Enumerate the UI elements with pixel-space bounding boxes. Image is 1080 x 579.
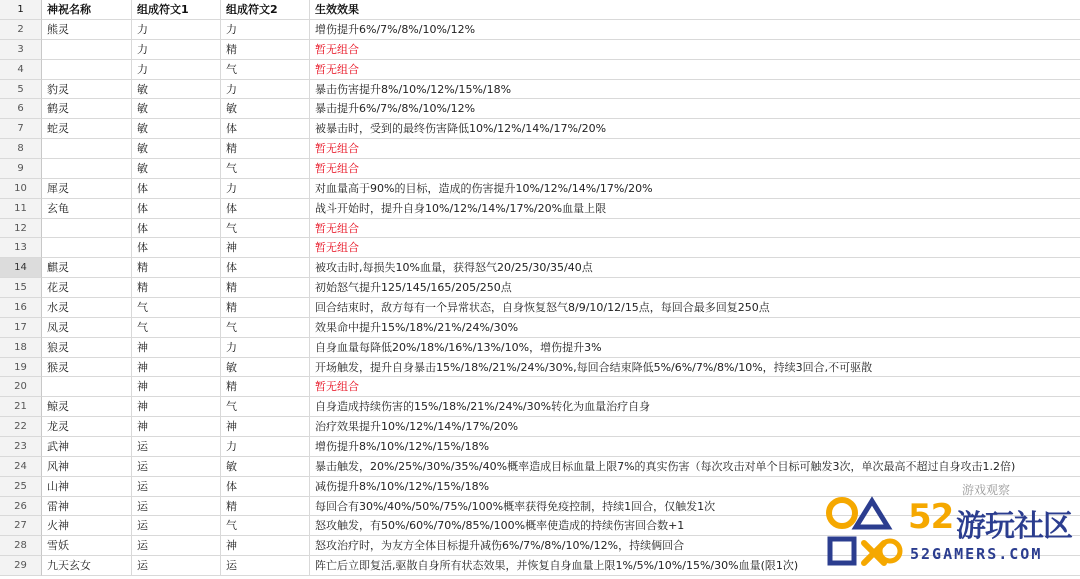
table-row xyxy=(0,298,1080,318)
cell-name[interactable]: 猴灵 xyxy=(42,358,132,378)
cell-effect[interactable]: 开场触发，提升自身暴击15%/18%/21%/24%/30%,每回合结束降低5%/6%/7%/8%/10%，持续3回合,不可驱散 xyxy=(310,358,1080,378)
cell-rune1[interactable]: 精 xyxy=(132,278,221,298)
cell-rune2[interactable]: 气 xyxy=(221,397,310,417)
cell-rune1[interactable]: 运 xyxy=(132,437,221,457)
header-row xyxy=(0,0,1080,20)
table-row xyxy=(0,60,1080,80)
cell-effect[interactable]: 被攻击时,每损失10%血量，获得怒气20/25/30/35/40点 xyxy=(310,258,1080,278)
table-row xyxy=(0,358,1080,378)
row-number[interactable]: 3 xyxy=(0,40,42,60)
table-row xyxy=(0,119,1080,139)
row-number[interactable]: 7 xyxy=(0,119,42,139)
table-row xyxy=(0,139,1080,159)
cell-name[interactable]: 龙灵 xyxy=(42,417,132,437)
cell-rune2[interactable]: 体 xyxy=(221,119,310,139)
cell-effect[interactable]: 怒攻治疗时，为友方全体目标提升减伤6%/7%/8%/10%/12%，持续俩回合 xyxy=(310,536,1080,556)
cell-name[interactable] xyxy=(42,60,132,80)
header-cell-rune1[interactable]: 组成符文1 xyxy=(132,0,221,20)
cell-name[interactable] xyxy=(42,377,132,397)
row-number[interactable]: 5 xyxy=(0,80,42,100)
table-row xyxy=(0,477,1080,497)
cell-rune2[interactable]: 运 xyxy=(221,556,310,576)
cell-rune1[interactable]: 神 xyxy=(132,338,221,358)
cell-effect[interactable]: 被暴击时，受到的最终伤害降低10%/12%/14%/17%/20% xyxy=(310,119,1080,139)
cell-effect[interactable]: 治疗效果提升10%/12%/14%/17%/20% xyxy=(310,417,1080,437)
cell-rune2[interactable]: 体 xyxy=(221,477,310,497)
cell-rune1[interactable]: 力 xyxy=(132,20,221,40)
row-number[interactable]: 20 xyxy=(0,377,42,397)
table-row xyxy=(0,338,1080,358)
cell-name[interactable]: 鲸灵 xyxy=(42,397,132,417)
cell-rune2[interactable]: 精 xyxy=(221,377,310,397)
row-number[interactable]: 18 xyxy=(0,338,42,358)
table-row xyxy=(0,258,1080,278)
cell-effect[interactable]: 怒攻触发，有50%/60%/70%/85%/100%概率使造成的持续伤害回合数+1 xyxy=(310,516,1080,536)
table-row xyxy=(0,219,1080,239)
cell-name[interactable] xyxy=(42,159,132,179)
cell-effect[interactable]: 暴击提升6%/7%/8%/10%/12% xyxy=(310,99,1080,119)
cell-rune1[interactable]: 体 xyxy=(132,219,221,239)
row-number[interactable]: 14 xyxy=(0,258,42,278)
cell-rune2[interactable]: 气 xyxy=(221,60,310,80)
cell-rune1[interactable]: 气 xyxy=(132,318,221,338)
cell-rune1[interactable]: 敏 xyxy=(132,159,221,179)
cell-rune1[interactable]: 运 xyxy=(132,536,221,556)
cell-name[interactable]: 狼灵 xyxy=(42,338,132,358)
cell-rune1[interactable]: 运 xyxy=(132,497,221,517)
cell-rune1[interactable]: 敏 xyxy=(132,119,221,139)
cell-rune2[interactable]: 力 xyxy=(221,20,310,40)
cell-name[interactable]: 九天玄女 xyxy=(42,556,132,576)
cell-rune1[interactable]: 敏 xyxy=(132,139,221,159)
cell-rune1[interactable]: 神 xyxy=(132,377,221,397)
row-number[interactable]: 25 xyxy=(0,477,42,497)
cell-effect[interactable]: 每回合有30%/40%/50%/75%/100%概率获得免疫控制，持续1回合，仅触发1次 xyxy=(310,497,1080,517)
cell-rune2[interactable]: 力 xyxy=(221,338,310,358)
cell-rune1[interactable]: 神 xyxy=(132,397,221,417)
watermark-number: 52 xyxy=(908,497,954,537)
cell-effect[interactable]: 减伤提升8%/10%/12%/15%/18% xyxy=(310,477,1080,497)
row-number[interactable]: 9 xyxy=(0,159,42,179)
row-number[interactable]: 8 xyxy=(0,139,42,159)
cell-rune2[interactable]: 气 xyxy=(221,318,310,338)
table-row xyxy=(0,417,1080,437)
cell-rune1[interactable]: 体 xyxy=(132,199,221,219)
cell-rune1[interactable]: 敏 xyxy=(132,80,221,100)
header-cell-effect[interactable]: 生效效果 xyxy=(310,0,1080,20)
cell-rune1[interactable]: 体 xyxy=(132,238,221,258)
row-number[interactable]: 28 xyxy=(0,536,42,556)
cell-name[interactable]: 蛇灵 xyxy=(42,119,132,139)
cell-rune1[interactable]: 力 xyxy=(132,60,221,80)
cell-effect[interactable]: 阵亡后立即复活,驱散自身所有状态效果，并恢复自身血量上限1%/5%/10%/15%/30%血量(限1次) xyxy=(310,556,1080,576)
row-number[interactable]: 27 xyxy=(0,516,42,536)
header-cell-name[interactable]: 神祝名称 xyxy=(42,0,132,20)
row-number[interactable]: 22 xyxy=(0,417,42,437)
cell-rune1[interactable]: 气 xyxy=(132,298,221,318)
cell-rune2[interactable]: 神 xyxy=(221,536,310,556)
row-number[interactable]: 15 xyxy=(0,278,42,298)
cell-name[interactable]: 犀灵 xyxy=(42,179,132,199)
cell-rune2[interactable]: 神 xyxy=(221,238,310,258)
table-row xyxy=(0,199,1080,219)
cell-name[interactable]: 雪妖 xyxy=(42,536,132,556)
cell-name[interactable]: 武神 xyxy=(42,437,132,457)
cell-name[interactable] xyxy=(42,40,132,60)
cell-name[interactable]: 火神 xyxy=(42,516,132,536)
cell-rune2[interactable]: 敏 xyxy=(221,457,310,477)
cell-effect[interactable]: 暴击触发，20%/25%/30%/35%/40%概率造成目标血量上限7%的真实伤害（每次攻击对单个目标可触发3次，单次最高不超过自身攻击1.2倍) xyxy=(310,457,1080,477)
cell-rune1[interactable]: 运 xyxy=(132,457,221,477)
cell-effect[interactable]: 暂无组合 xyxy=(310,139,1080,159)
row-number[interactable]: 2 xyxy=(0,20,42,40)
cell-effect[interactable]: 自身造成持续伤害的15%/18%/21%/24%/30%转化为血量治疗自身 xyxy=(310,397,1080,417)
cell-rune1[interactable]: 运 xyxy=(132,516,221,536)
cell-effect[interactable]: 战斗开始时，提升自身10%/12%/14%/17%/20%血量上限 xyxy=(310,199,1080,219)
cell-effect[interactable]: 自身血量每降低20%/18%/16%/13%/10%，增伤提升3% xyxy=(310,338,1080,358)
row-number[interactable]: 23 xyxy=(0,437,42,457)
table-row xyxy=(0,377,1080,397)
table-row xyxy=(0,318,1080,338)
cell-effect[interactable]: 初始怒气提升125/145/165/205/250点 xyxy=(310,278,1080,298)
table-row xyxy=(0,238,1080,258)
row-number[interactable]: 21 xyxy=(0,397,42,417)
row-number[interactable]: 13 xyxy=(0,238,42,258)
row-number[interactable]: 6 xyxy=(0,99,42,119)
cell-rune2[interactable]: 气 xyxy=(221,159,310,179)
cell-rune1[interactable]: 神 xyxy=(132,417,221,437)
cell-name[interactable]: 鹤灵 xyxy=(42,99,132,119)
table-row xyxy=(0,20,1080,40)
table-row xyxy=(0,99,1080,119)
cell-rune2[interactable]: 精 xyxy=(221,278,310,298)
row-number[interactable]: 12 xyxy=(0,219,42,239)
cell-rune1[interactable]: 体 xyxy=(132,179,221,199)
cell-rune2[interactable]: 体 xyxy=(221,199,310,219)
cell-rune1[interactable]: 运 xyxy=(132,477,221,497)
game-controls-icon xyxy=(824,495,904,575)
cell-effect[interactable]: 对血量高于90%的目标，造成的伤害提升10%/12%/14%/17%/20% xyxy=(310,179,1080,199)
cell-rune2[interactable]: 力 xyxy=(221,179,310,199)
cell-name[interactable]: 熊灵 xyxy=(42,20,132,40)
cell-effect[interactable]: 效果命中提升15%/18%/21%/24%/30% xyxy=(310,318,1080,338)
row-number[interactable]: 19 xyxy=(0,358,42,378)
cell-rune2[interactable]: 力 xyxy=(221,80,310,100)
cell-name[interactable]: 豹灵 xyxy=(42,80,132,100)
row-number[interactable]: 4 xyxy=(0,60,42,80)
table-row xyxy=(0,80,1080,100)
cell-name[interactable]: 雷神 xyxy=(42,497,132,517)
cell-rune1[interactable]: 力 xyxy=(132,40,221,60)
cell-name[interactable] xyxy=(42,219,132,239)
cell-effect[interactable]: 暴击伤害提升8%/10%/12%/15%/18% xyxy=(310,80,1080,100)
row-number[interactable]: 17 xyxy=(0,318,42,338)
row-number[interactable]: 26 xyxy=(0,497,42,517)
cell-name[interactable]: 凤灵 xyxy=(42,318,132,338)
cell-rune2[interactable]: 神 xyxy=(221,417,310,437)
cell-name[interactable]: 花灵 xyxy=(42,278,132,298)
cell-effect[interactable]: 暂无组合 xyxy=(310,377,1080,397)
row-number[interactable]: 11 xyxy=(0,199,42,219)
table-row xyxy=(0,457,1080,477)
table-row xyxy=(0,179,1080,199)
cell-rune1[interactable]: 神 xyxy=(132,358,221,378)
cell-effect[interactable]: 暂无组合 xyxy=(310,60,1080,80)
cell-effect[interactable]: 暂无组合 xyxy=(310,40,1080,60)
cell-effect[interactable]: 暂无组合 xyxy=(310,219,1080,239)
cell-name[interactable]: 风神 xyxy=(42,457,132,477)
cell-name[interactable] xyxy=(42,139,132,159)
cell-name[interactable] xyxy=(42,238,132,258)
cell-name[interactable]: 水灵 xyxy=(42,298,132,318)
watermark-logo xyxy=(824,483,1074,575)
cell-rune2[interactable]: 气 xyxy=(221,516,310,536)
cell-rune2[interactable]: 力 xyxy=(221,437,310,457)
row-number[interactable]: 29 xyxy=(0,556,42,576)
cell-rune2[interactable]: 敏 xyxy=(221,99,310,119)
row-number[interactable]: 1 xyxy=(0,0,42,20)
cell-effect[interactable]: 增伤提升8%/10%/12%/15%/18% xyxy=(310,437,1080,457)
table-row xyxy=(0,397,1080,417)
table-row xyxy=(0,437,1080,457)
watermark-title: 游玩社区 xyxy=(956,509,1072,544)
cell-name[interactable]: 玄龟 xyxy=(42,199,132,219)
watermark-domain: 52GAMERS.COM xyxy=(910,545,1043,563)
cell-rune2[interactable]: 体 xyxy=(221,258,310,278)
cell-rune2[interactable]: 精 xyxy=(221,298,310,318)
header-cell-rune2[interactable]: 组成符文2 xyxy=(221,0,310,20)
cell-name[interactable]: 麒灵 xyxy=(42,258,132,278)
cell-rune1[interactable]: 运 xyxy=(132,556,221,576)
row-number[interactable]: 24 xyxy=(0,457,42,477)
cell-rune2[interactable]: 精 xyxy=(221,139,310,159)
row-number[interactable]: 10 xyxy=(0,179,42,199)
cell-effect[interactable]: 增伤提升6%/7%/8%/10%/12% xyxy=(310,20,1080,40)
cell-effect[interactable]: 暂无组合 xyxy=(310,238,1080,258)
row-number[interactable]: 16 xyxy=(0,298,42,318)
table-row xyxy=(0,159,1080,179)
cell-effect[interactable]: 回合结束时，敌方每有一个异常状态，自身恢复怒气8/9/10/12/15点，每回合最多回复250点 xyxy=(310,298,1080,318)
cell-rune2[interactable]: 精 xyxy=(221,497,310,517)
cell-rune2[interactable]: 气 xyxy=(221,219,310,239)
cell-rune2[interactable]: 精 xyxy=(221,40,310,60)
cell-rune1[interactable]: 敏 xyxy=(132,99,221,119)
cell-effect[interactable]: 暂无组合 xyxy=(310,159,1080,179)
cell-rune2[interactable]: 敏 xyxy=(221,358,310,378)
cell-name[interactable]: 山神 xyxy=(42,477,132,497)
watermark-top-text: 游戏观察 xyxy=(962,483,1011,497)
table-row xyxy=(0,278,1080,298)
cell-rune1[interactable]: 精 xyxy=(132,258,221,278)
table-row xyxy=(0,40,1080,60)
